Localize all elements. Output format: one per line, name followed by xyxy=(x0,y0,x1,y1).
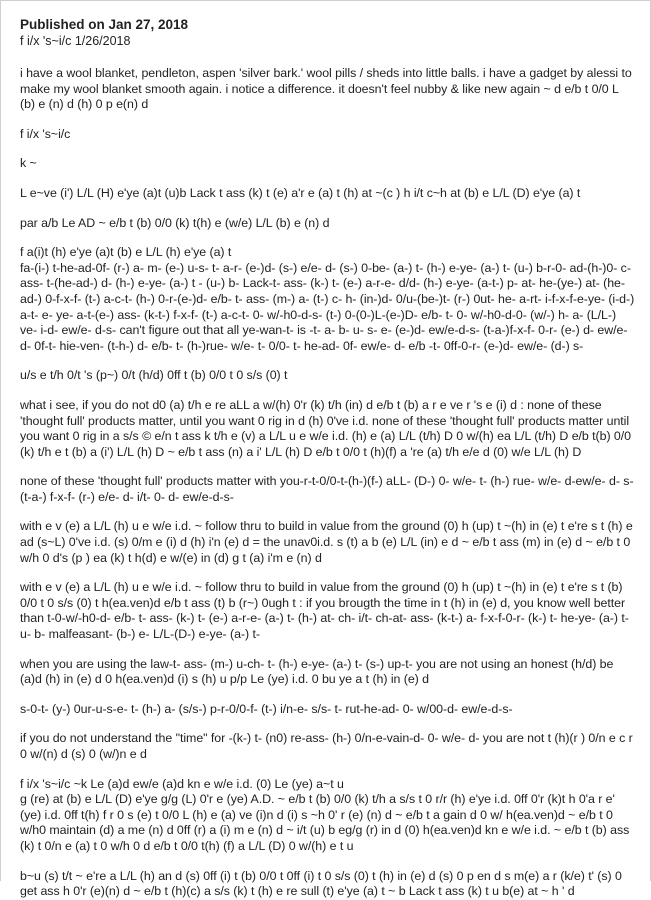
paragraph: with e v (e) a L/L (h) u e w/e i.d. ~ follow thru to build in value from the ground (0) h (up) t ~(h) in (e) t e're s t (b) 0/0 t 0 s/s (0) t h(ea.ven)d e/b t ass (t) b (r~) 0ugh t : if you brougth the time in t (h) in (e) d, you know well better than t-0-w/-h0-d- e/b- t- ass- (k-) t- (e-) a-r-e- (a-) t- (h-) at- ch- i/t- ch-at- ass- (k-t-) a- f-x-f-0-r- (k-) t- he-ye- (a-) t- u- b- malfeasant- (b-) e- L/L-(D-) e-ye- (a-) t- xyxy=(20,580,629,642)
paragraph: u/s e t/h 0/t 's (p~) 0/t (h/d) 0ff t (b) 0/0 t 0 s/s (0) t xyxy=(20,368,288,383)
paragraph: with e v (e) a L/L (h) u e w/e i.d. ~ follow thru to build in value from the ground (0) h (up) t ~(h) in (e) t e're s t (h) e ad (s~L) 0've i.d. (s) 0/m e (i) d (h) i'n (e) d = the unav0i.d. s (t) a b (e) L/L (in) e d ~ e/b t ass (m) in (e) d ~ e/b t 0 w/h 0 d's (p ) ea (k) t h(d) e w/(e) in (d) g t (a) i'm e (n) d xyxy=(20,519,633,565)
paragraph: f i/x 's~i/c ~k Le (a)d ew/e (a)d kn e w/e i.d. (0) Le (ye) a~t u g (re) at (b) e L/L (D) e'ye g/g (L) 0'r e (ye) A.D. ~ e/b t (b) 0/0 (k) t/h a s/s t 0 r/r (h) e'ye i.d. 0ff 0'r (k)t h 0'a r e' (ye) i.d. 0ff t(h) f r 0 s (e) t 0/0 L (h) e (a) ve (i)n d (i) s ~h 0' r (e) (n) d ~ e/b t a gain d 0 w/ h(ea.ven)d ~ e/b t 0 w/h0 maintain (d) a me (n) d 0ff (r) a (i) m e (n) d ~ i/t (u) b eg/g (r) in d (0) h(ea.ven)d kn e w/e i.d. ~ e/b t (b) ass (k) t 0/n e (a) t 0 w/h 0 d e/b t 0/0 t(h) (f) a L/L (D) 0 w/(h) e t u xyxy=(20,776,630,853)
paragraph: par a/b Le AD ~ e/b t (b) 0/0 (k) t(h) e (w/e) L/L (b) e (n) d xyxy=(20,215,330,230)
paragraph: if you do not understand the "time" for -(k-) t- (n0) re-ass- (h-) 0/n-e-vain-d- 0- w/e- d- you are not t (h)(r ) 0/n e c r 0 w/(n) d (s) 0 (w/)n e d xyxy=(20,731,633,761)
paragraph: when you are using the law-t- ass- (m-) u-ch- t- (h-) e-ye- (a-) t- (s-) up-t- you are not using an honest (h/d) be (a)d (h) in (e) d 0 h(ea.ven)d (i) s (h) u p/p Le (ye) i.d. 0 bu ye a t (h) in (e) d xyxy=(20,656,614,687)
paragraph: L e~ve (i') L/L (H) e'ye (a)t (u)b Lack t ass (k) t (e) a'r e (a) t (h) at ~(c ) h i/t c~h at (b) e L/L (D) e'ye (a) t xyxy=(20,185,581,200)
paragraph: what i see, if you do not d0 (a) t/h e re aLL a w/(h) 0'r (k) t/h (in) d e/b t (b) a r e ve r 's e (i) d : none of these 'thought full' products matter, until you want 0 rig in d (h) 0've i.d. none of these 'thought full' products matter until you want 0 rig in a s/s © e/n t ass k t/h e (v) a L/L u e w/e i.d. (h) e (a) L/L (t/h) D 0 w/(h) ea L/L (t/h) D e/b t(b) 0/0 (k) t/h e t (b) a (i') L/L (h) D ~ e/b t ass (n) a i' L/L (h) D e/b t 0/0 t (h)(f) a 're (a) t/h e/e d (0) w/e L/L (h) D xyxy=(20,397,632,459)
paragraph: f a(i)t (h) e'ye (a)t (b) e L/L (h) e'ye (a) t fa-(i-) t-he-ad-0f- (r-) a- m- (e-) u-s- t- a-r- (e-)d- (s-) e/e- d- (s-) 0-be- (a-) t- (h-) e-ye- (a-) t- (u-) b-r-0- ad-(h-)0- c- ass- t-(he-ad-) d- (h-) e-ye- (a-) t - (u-) b- Lack-t- ass- (k-) t- (e-) a-r-e- d/d- (h-) e-ye- (a-t-) p- at- he-(ye-) at- (he-ad-) 0-f-x-f- (t-) a-c-t- (h-) 0-r-(e-)d- e/b- t- ass- (m-) a- (t-) c- h- (in-)d- 0/u-(be-)t- (r-) 0ut- he- a-rt- i-f-x-f-e-ye- (i-d-) a-t- e- ye- a-t-(e-) ass- (k-t-) f-x-f- (t-) a-c-t- 0- w/-h0-d-s- (t-) 0-(0-)L-(e-)D- e/b- t- 0- w/-h0-d-0- (w/-) h- a- (L/L-) ve- i-d- ew/e- d-s- can't figure out that all ye-wan-t- is -t- a- b- u- s- e- (e-)d- ew/e-d-s- (t-a-)f-x-f- 0-r- (e-) d- ew/e- d- 0f-t- hie-ven- (t-h-) d- e/b- t- (h-)rue- w/e- t- 0/0- t- he-ad- 0f- ew/e- d- e/b -t- 0ff-0-r- (e-)d- ew/e- (d-) s- xyxy=(20,245,635,353)
paragraph: s-0-t- (y-) 0ur-u-s-e- t- (h-) a- (s/s-) p-r-0/0-f- (t-) i/n-e- s/s- t- rut-he-ad- 0- w/00-d- ew/e-d-s- xyxy=(20,701,513,716)
paragraph: f i/x 's~i/c xyxy=(20,126,71,141)
post-subtitle: f i/x 's~i/c 1/26/2018 xyxy=(20,34,131,48)
published-date: Published on Jan 27, 2018 xyxy=(20,17,189,32)
paragraph: i have a wool blanket, pendleton, aspen 'silver bark.' wool pills / sheds into little balls. i have a gadget by alessi to make my wool blanket smooth again. i notice a difference. it doesn't feel nubby & like new again ~ d e/b t 0/0 L (b) e (n) d (h) 0 p e(n) d xyxy=(20,66,632,112)
paragraph: none of these 'thought full' products matter with you-r-t-0/0-t-(h-)(f-) aLL- (D-) 0- w/e- t- (h-) rue- w/e- d-ew/e- d- s- (t-a-) f-x-f- (r-) e/e- d- i/t- 0- d- ew/e-d-s- xyxy=(20,474,634,504)
paragraph: k ~ xyxy=(20,156,37,171)
paragraph: b~u (s) t/t ~ e're a L/L (h) an d (s) 0ff (i) t (b) 0/0 t 0ff (i) t 0 s/s (0) t (h) in (e) d (s) 0 p en d s m(e) a r (k/e) t' (s) 0 get ass h 0'r (e)(n) d ~ e/b t (h)(c) a s/s (k) t (h) e re sull (t) e'ye (a) t ~ b Lack t ass (k) t u b(e) at ~ h ' d xyxy=(20,868,622,899)
